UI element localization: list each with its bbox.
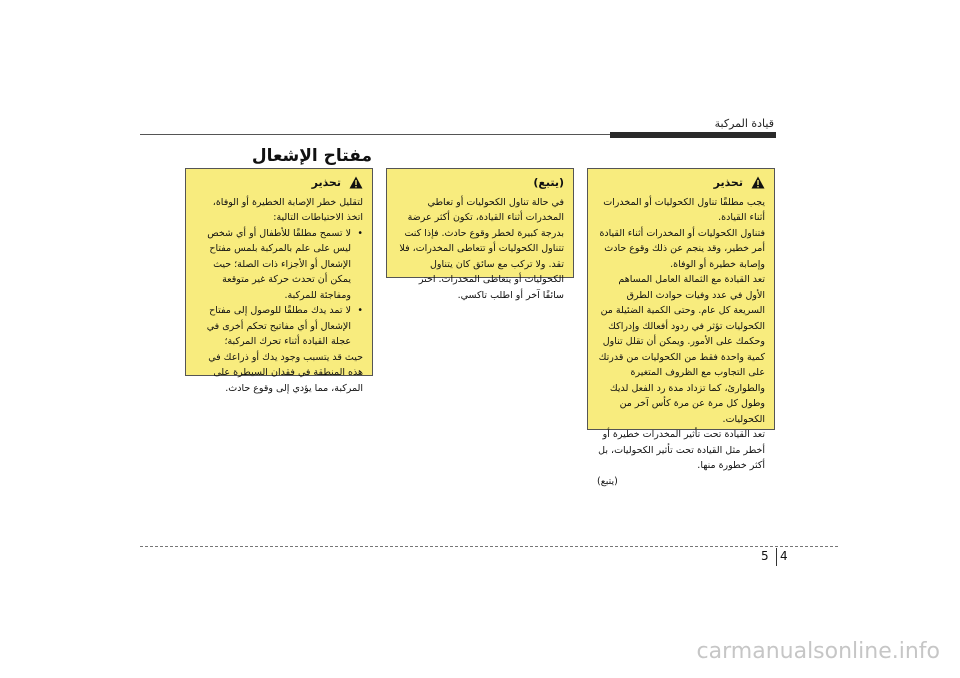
warning-paragraph: فتناول الكحوليات أو المخدرات أثناء القيادة أمر خطير، وقد ينجم عن ذلك وقوع حادث وإصابة خطيرة أو الوفاة.	[599, 227, 765, 270]
middle-warning-panel	[386, 168, 574, 301]
running-header: قيادة المركبة	[714, 117, 774, 130]
page-number-section: 4	[780, 549, 788, 563]
continued-label: (يتبع)	[533, 176, 564, 189]
watermark: carmanualsonline.info	[696, 639, 940, 664]
header-rule	[140, 134, 610, 135]
list-item: • لا تمد يدك مطلقًا للوصول إلى مفتاح الإشعال أو أي مفاتيح تحكم أخرى في عجلة القيادة أثناء تحرك المركبة؛	[195, 303, 363, 350]
warning-triangle-icon	[349, 176, 363, 189]
continued-heading	[396, 175, 564, 191]
warning-title: تحذير	[713, 176, 743, 189]
warning-heading	[597, 175, 765, 191]
section-title: مفتاح الإشعال	[251, 146, 372, 166]
warning-paragraph: تعد القيادة مع الثمالة العامل المساهم الأول في عدد وفيات حوادث الطرق السريعة كل عام. وحتى الكمية الضئيلة من الكحوليات تؤثر في ردود أفعالك وإدراكك وحكمك على الأمور. ويمكن أن تقلل تناول كمية واحدة فقط من الكحوليات من قدرتك على التجاوب مع الظروف المتغيرة والطوارئ، كما تزداد مدة رد الفعل لديك وطول كل مرة عن مرة كأس آخر من الكحوليات.	[598, 274, 765, 425]
warning-title: تحذير	[311, 176, 341, 189]
warning-closing: حيث قد يتسبب وجود يدك أو ذراعك في هذه المنطقة في فقدان السيطرة على المركبة، مما يؤدي إلى وقوع حادث.	[208, 351, 363, 394]
footer-rule	[140, 546, 838, 547]
warning-heading	[195, 175, 363, 191]
page-number-chapter: 5	[761, 549, 769, 563]
list-item: • لا تسمح مطلقًا للأطفال أو أي شخص ليس على علم بالمركبة بلمس مفتاح الإشعال أو الأجزاء ذات الصلة؛ حيث يمكن أن تحدث حركة غير متوقعة ومفاجئة للمركبة.	[195, 226, 363, 304]
page-number-separator	[776, 548, 777, 566]
warning-paragraph: يجب مطلقًا تناول الكحوليات أو المخدرات أثناء القيادة.	[603, 196, 765, 223]
left-warning-panel	[185, 168, 373, 394]
warning-intro: لتقليل خطر الإصابة الخطيرة أو الوفاة، اتخذ الاحتياطات التالية:	[212, 196, 363, 223]
continued-label: (يتبع)	[597, 475, 618, 487]
header-rule-bar	[610, 132, 776, 138]
warning-triangle-icon	[751, 176, 765, 189]
warning-text: في حالة تناول الكحوليات أو تعاطي المخدرات أثناء القيادة، تكون أكثر عرضة بدرجة كبيرة لخطر وقوع حادث. فإذا كنت تتناول الكحوليات أو تتعاطى المخدرات، فلا تقد. ولا تركب مع سائق كان يتناول الكحوليات أو يتعاطى المخدرات. اختر سائقًا آخر أو اطلب تاكسي.	[399, 196, 564, 301]
warning-paragraph: تعد القيادة تحت تأثير المخدرات خطيرة أو أخطر مثل القيادة تحت تأثير الكحوليات، بل أكثر خطورة منها.	[598, 429, 765, 471]
right-warning-panel	[587, 168, 775, 487]
